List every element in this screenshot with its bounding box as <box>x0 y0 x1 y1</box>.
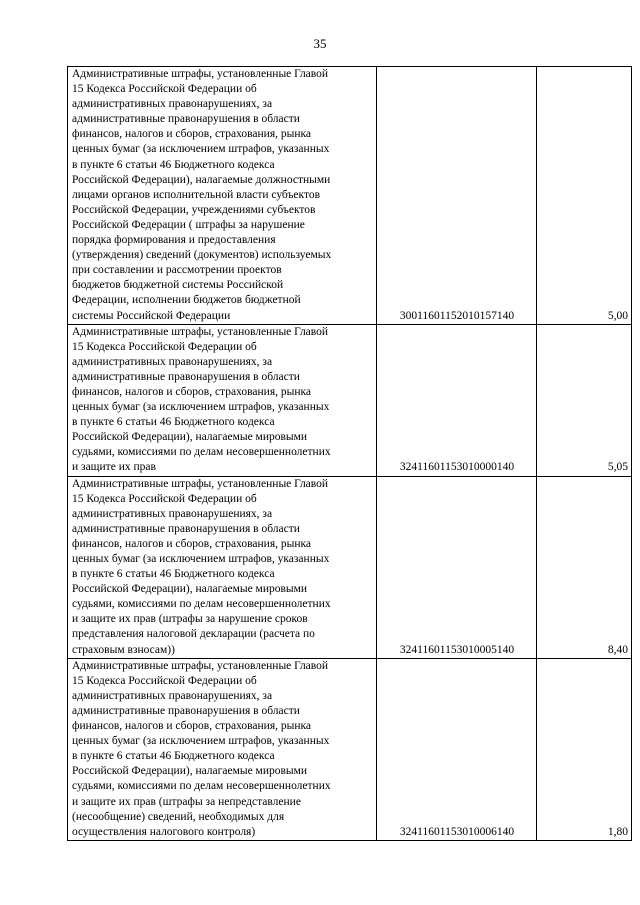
budget-table <box>67 66 632 841</box>
table-row <box>68 324 632 476</box>
table-row <box>68 476 632 658</box>
row-description: Административные штрафы, установленные Главой 15 Кодекса Российской Федерации об административных правонарушениях, за административные правонарушения в области финансов, налогов и сборов, страхования, рынка ценных бумаг (за исключением штрафов, указанных в пункте 6 статьи 46 Бюджетного кодекса Российской Федерации), налагаемые мировыми судьями, комиссиями по делам несовершеннолетних и защите их прав (штрафы за непредставление (несообщение) сведений, необходимых для осуществления налогового контроля) <box>68 658 377 840</box>
row-amount: 8,40 <box>537 476 632 658</box>
row-amount: 5,05 <box>537 324 632 476</box>
row-code: 32411601153010000140 <box>377 324 537 476</box>
table-row <box>68 658 632 840</box>
row-description: Административные штрафы, установленные Главой 15 Кодекса Российской Федерации об административных правонарушениях, за административные правонарушения в области финансов, налогов и сборов, страхования, рынка ценных бумаг (за исключением штрафов, указанных в пункте 6 статьи 46 Бюджетного кодекса Российской Федерации), налагаемые мировыми судьями, комиссиями по делам несовершеннолетних и защите их прав <box>68 324 377 476</box>
row-code: 32411601153010006140 <box>377 658 537 840</box>
row-description: Административные штрафы, установленные Главой 15 Кодекса Российской Федерации об административных правонарушениях, за административные правонарушения в области финансов, налогов и сборов, страхования, рынка ценных бумаг (за исключением штрафов, указанных в пункте 6 статьи 46 Бюджетного кодекса Российской Федерации), налагаемые должностными лицами органов исполнительной власти субъектов Российской Федерации, учреждениями субъектов Российской Федерации ( штрафы за нарушение порядка формирования и предоставления (утверждения) сведений (документов) используемых при составлении и рассмотрении проектов бюджетов бюджетной системы Российской Федерации, исполнении бюджетов бюджетной системы Российской Федерации <box>68 67 377 325</box>
row-description: Административные штрафы, установленные Главой 15 Кодекса Российской Федерации об административных правонарушениях, за административные правонарушения в области финансов, налогов и сборов, страхования, рынка ценных бумаг (за исключением штрафов, указанных в пункте 6 статьи 46 Бюджетного кодекса Российской Федерации), налагаемые мировыми судьями, комиссиями по делам несовершеннолетних и защите их прав (штрафы за нарушение сроков представления налоговой декларации (расчета по страховым взносам)) <box>68 476 377 658</box>
page-number: 35 <box>313 36 327 51</box>
row-amount: 5,00 <box>537 67 632 325</box>
row-code: 30011601152010157140 <box>377 67 537 325</box>
row-amount: 1,80 <box>537 658 632 840</box>
table-row <box>68 67 632 325</box>
row-code: 32411601153010005140 <box>377 476 537 658</box>
